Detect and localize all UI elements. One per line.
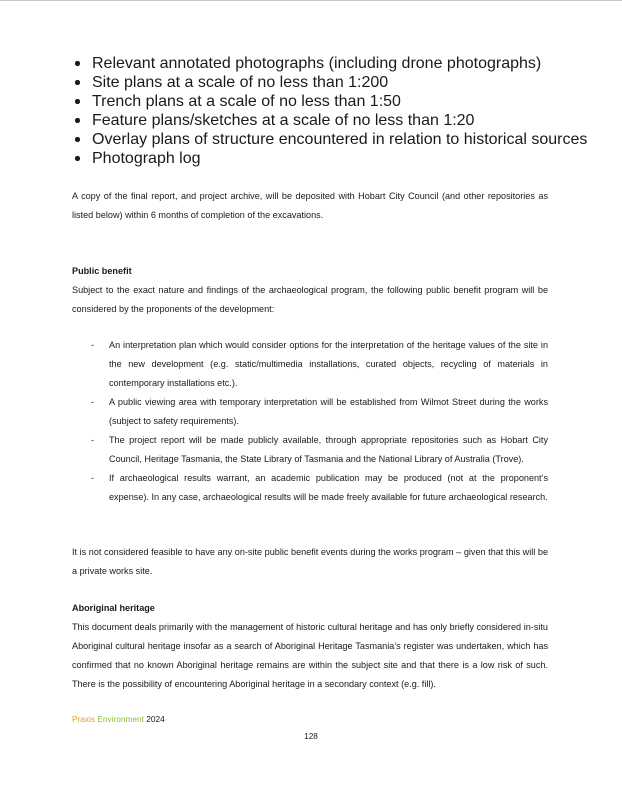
dash-marker: -	[91, 397, 95, 407]
bullet-dot-icon	[75, 137, 80, 142]
public-benefit-item: - The project report will be made publicly available, through appropriate repositories such as Hobart City Council, Heritage Tasmania, the State Library of Tasmania and the National Library of Australia (Trove).	[72, 431, 548, 469]
bullet-dot-icon	[75, 99, 80, 104]
bullet-item: Overlay plans of structure encountered in relation to historical sources	[73, 130, 473, 149]
public-benefit-item: - A public viewing area with temporary interpretation will be established from Wilmot Street during the works (subject to safety requirements).	[72, 393, 548, 431]
footer-brand	[72, 714, 165, 724]
public-benefit-closing: It is not considered feasible to have any on-site public benefit events during the works program – given that this will be a private works site.	[72, 547, 548, 576]
dash-marker: -	[91, 473, 95, 483]
dash-marker: -	[91, 435, 95, 445]
top-border-line	[0, 0, 622, 1]
bullet-item: Relevant annotated photographs (including drone photographs)	[73, 54, 473, 73]
bullet-item: Feature plans/sketches at a scale of no less than 1:20	[73, 111, 473, 130]
final-report-paragraph: A copy of the final report, and project archive, will be deposited with Hobart City Council (and other repositories as listed below) within 6 months of completion of the excavations.	[72, 191, 548, 220]
brand-year: 2024	[143, 714, 165, 724]
bullet-dot-icon	[75, 61, 80, 66]
bullet-item: Site plans at a scale of no less than 1:200	[73, 73, 473, 92]
public-benefit-item: - An interpretation plan which would consider options for the interpretation of the heritage values of the site in the new development (e.g. static/multimedia installations, curated objects, recycling of materials in contemporary installations etc.).	[72, 336, 548, 393]
public-benefit-heading: Public benefit	[72, 266, 132, 276]
brand-environment: Environment	[97, 714, 144, 724]
aboriginal-heritage-paragraph: This document deals primarily with the management of historic cultural heritage and has only briefly considered in-situ Aboriginal cultural heritage insofar as a search of Aboriginal Heritage Tasmania’s register was undertaken, which has confirmed that no known Aboriginal heritage remains are within the subject site and that there is a low risk of such. There is the possibility of encountering Aboriginal heritage in a secondary context (e.g. fill).	[72, 622, 548, 689]
public-benefit-intro: Subject to the exact nature and findings of the archaeological program, the following public benefit program will be considered by the proponents of the development:	[72, 285, 548, 314]
deliverables-bullet-list	[73, 54, 588, 168]
bullet-dot-icon	[75, 80, 80, 85]
bullet-dot-icon	[75, 156, 80, 161]
dash-marker: -	[91, 340, 95, 350]
brand-praxis: Praxis	[72, 714, 98, 724]
page-number: 128	[304, 731, 318, 741]
public-benefit-list	[72, 336, 548, 507]
aboriginal-heritage-heading: Aboriginal heritage	[72, 603, 155, 613]
bullet-item: Photograph log	[73, 149, 473, 168]
bullet-dot-icon	[75, 118, 80, 123]
bullet-item: Trench plans at a scale of no less than 1:50	[73, 92, 473, 111]
public-benefit-item: - If archaeological results warrant, an academic publication may be produced (not at the proponent’s expense). In any case, archaeological results will be made freely available for future archaeological research.	[72, 469, 548, 507]
